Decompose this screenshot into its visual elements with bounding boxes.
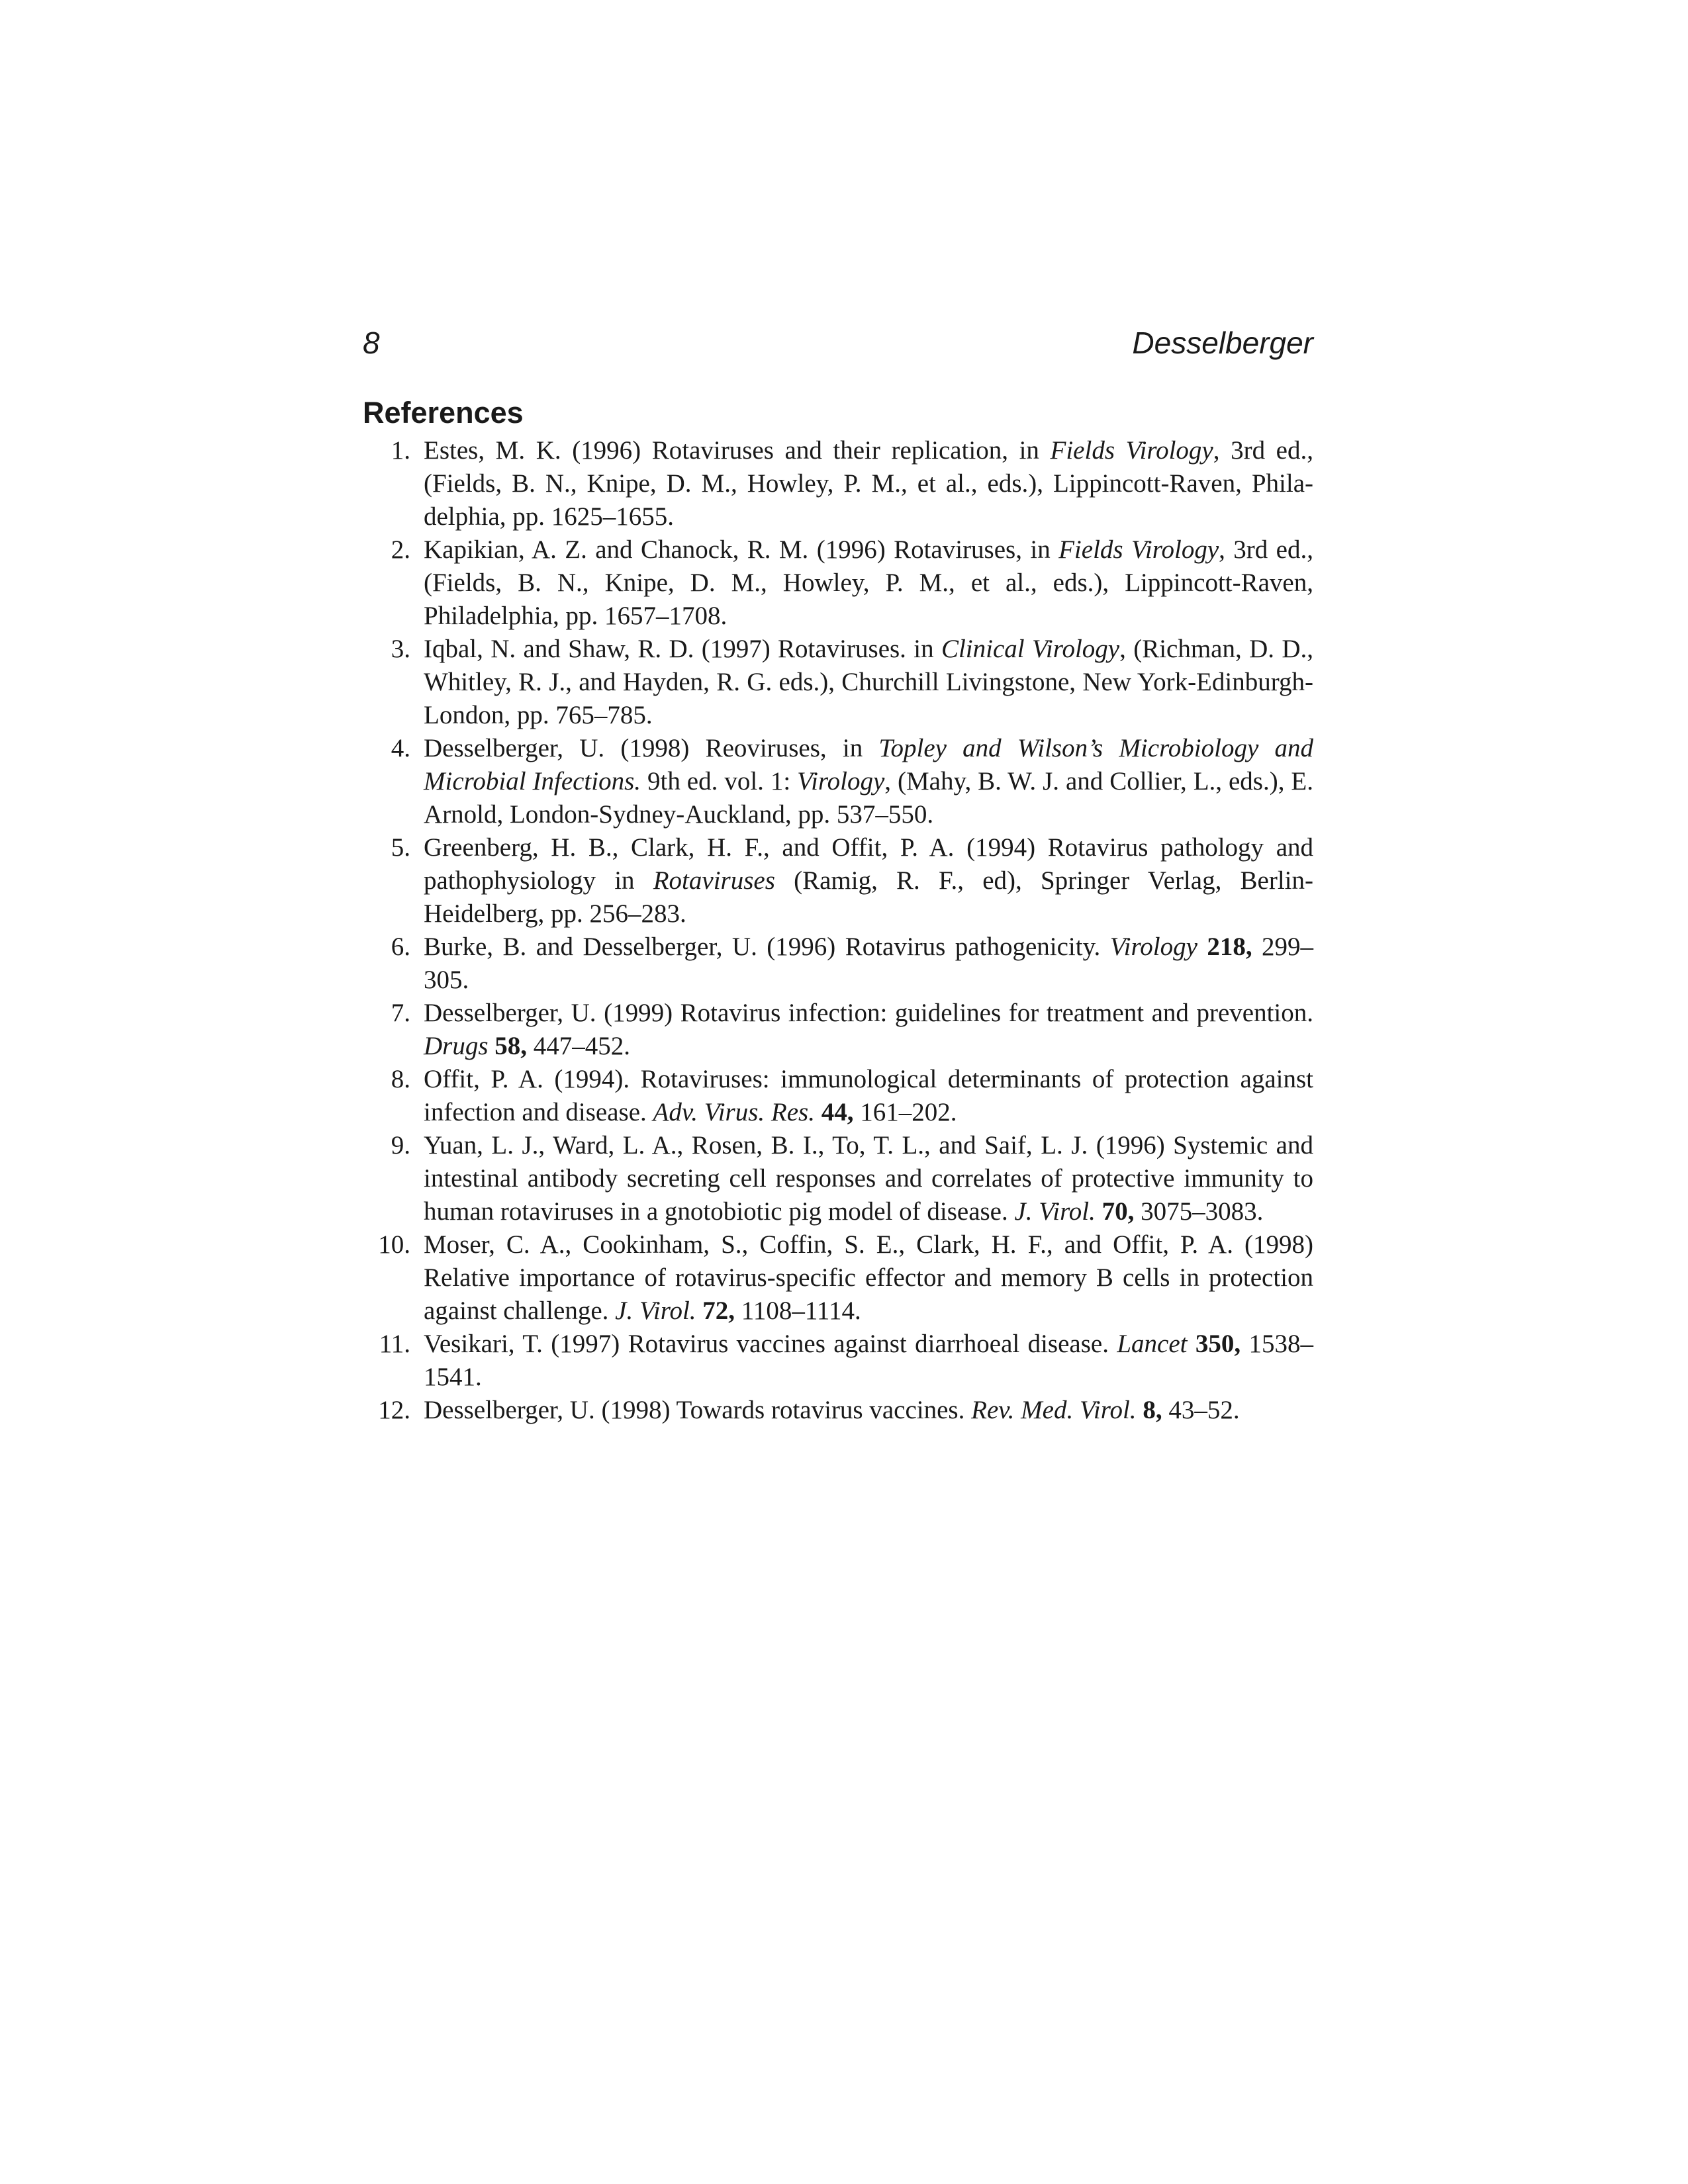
reference-number: 10. [378,1230,410,1259]
reference-text-segment: Desselberger, U. (1999) Rotavirus infection: guidelines for treatment and prevention. [424,999,1313,1027]
reference-item [363,831,1313,931]
reference-item [363,434,1313,533]
reference-list [363,434,1313,1427]
running-head [363,323,1313,363]
reference-volume: 44, [821,1098,854,1126]
reference-text-segment: 299–305. [424,933,1313,994]
reference-item [363,633,1313,732]
reference-italic-text: Clinical Virology [941,635,1120,663]
page-number: 8 [363,326,380,360]
reference-text [424,1228,1313,1328]
reference-number: 1. [391,436,410,465]
running-title: Desselberger [1132,326,1313,360]
reference-text-segment: (Ramig, R. F., ed), Springer Verlag, Berlin-Heidelberg, pp. 256–283. [424,866,1313,928]
reference-text-segment: Desselberger, U. (1998) Reoviruses, in [424,734,879,762]
reference-volume: 70, [1102,1197,1135,1226]
reference-text-segment: 9th ed. vol. 1: [641,767,798,796]
reference-text-segment: Vesikari, T. (1997) Rotavirus vaccines against diarrhoeal disease. [424,1330,1117,1358]
reference-number: 8. [391,1065,410,1093]
reference-item [363,1063,1313,1129]
reference-text [424,1063,1313,1129]
reference-number: 12. [378,1396,410,1424]
reference-text-segment: Offit, P. A. (1994). Rotaviruses: immunological determinants of protection against infection and disease. [424,1065,1313,1126]
reference-text-segment [815,1098,821,1126]
reference-text-segment: 3075–3083. [1134,1197,1264,1226]
reference-italic-text: J. Virol. [615,1297,696,1325]
reference-italic-text: J. Virol. [1014,1197,1096,1226]
reference-italic-text: Fields Virology [1050,436,1213,465]
section-title: References [363,396,524,430]
reference-number: 5. [391,833,410,862]
reference-italic-text: Lancet [1117,1330,1188,1358]
reference-text-segment: Burke, B. and Desselberger, U. (1996) Rotavirus pathogenicity. [424,933,1110,961]
reference-italic-text: Topley and Wilson’s Microbiology and Microbial Infections. [424,734,1313,796]
reference-text-segment [1096,1197,1102,1226]
reference-volume: 72, [702,1297,735,1325]
reference-number: 6. [391,933,410,961]
reference-number: 3. [391,635,410,663]
reference-text-segment [489,1032,495,1060]
reference-text-segment: 447–452. [527,1032,631,1060]
reference-item [363,1228,1313,1328]
reference-text [424,633,1313,732]
reference-italic-text: Rev. Med. Virol. [971,1396,1137,1424]
reference-text-segment: , 3rd ed., (Fields, B. N., Knipe, D. M., Howley, P. M., et al., eds.), Lippincott-Raven, Philadelphia, pp. 1657–1708. [424,535,1313,630]
reference-number: 7. [391,999,410,1027]
reference-text-segment: 1538–1541. [424,1330,1314,1391]
reference-text-segment [1188,1330,1196,1358]
reference-number: 2. [391,535,410,564]
reference-text-segment [1137,1396,1143,1424]
reference-italic-text: Rotaviruses [653,866,775,895]
reference-italic-text: Virology [1109,933,1197,961]
reference-item [363,1394,1313,1427]
reference-text-segment: 1108–1114. [735,1297,861,1325]
reference-volume: 8, [1143,1396,1162,1424]
reference-text [424,931,1313,997]
reference-text-segment: , 3rd ed., (Fields, B. N., Knipe, D. M., Howley, P. M., et al., eds.), Lippincott-Raven, Phila-delphia, pp. 1625–1655. [424,436,1313,531]
reference-text-segment: 43–52. [1162,1396,1240,1424]
reference-text [424,533,1313,633]
reference-text [424,997,1313,1063]
reference-volume: 218, [1207,933,1252,961]
reference-text-segment: Estes, M. K. (1996) Rotaviruses and their replication, in [424,436,1051,465]
reference-item [363,732,1313,831]
reference-number: 11. [379,1330,410,1358]
reference-volume: 350, [1195,1330,1241,1358]
reference-italic-text: Virology [797,767,885,796]
reference-item [363,931,1313,997]
page [363,323,1313,1427]
reference-item [363,1129,1313,1228]
reference-text-segment: Yuan, L. J., Ward, L. A., Rosen, B. I., To, T. L., and Saif, L. J. (1996) Systemic and intestinal antibody secreting cell responses and correlates of protective immunity to human rotaviruses in a gnotobiotic pig model of disease. [424,1131,1313,1226]
reference-text [424,1328,1313,1394]
reference-volume: 58, [494,1032,528,1060]
reference-text-segment: Iqbal, N. and Shaw, R. D. (1997) Rotaviruses. in [424,635,941,663]
reference-text [424,831,1313,931]
reference-text-segment: 161–202. [853,1098,957,1126]
reference-text-segment: , (Richman, D. D., Whitley, R. J., and Hayden, R. G. eds.), Churchill Livingstone, New York-Edinburgh-London, pp. 765–785. [424,635,1314,729]
reference-text-segment: Kapikian, A. Z. and Chanock, R. M. (1996) Rotaviruses, in [424,535,1059,564]
reference-text-segment [1197,933,1207,961]
reference-italic-text: Adv. Virus. Res. [653,1098,815,1126]
reference-italic-text: Drugs [424,1032,489,1060]
reference-text [424,434,1313,533]
reference-text-segment: , (Mahy, B. W. J. and Collier, L., eds.), E. Arnold, London-Sydney-Auckland, pp. 537–550. [424,767,1314,829]
reference-item [363,533,1313,633]
reference-text-segment [696,1297,703,1325]
reference-text-segment: Desselberger, U. (1998) Towards rotavirus vaccines. [424,1396,972,1424]
reference-number: 9. [391,1131,410,1160]
reference-text [424,1129,1313,1228]
reference-text-segment: Greenberg, H. B., Clark, H. F., and Offit, P. A. (1994) Rotavirus pathology and pathophysiology in [424,833,1313,895]
reference-text-segment: Moser, C. A., Cookinham, S., Coffin, S. E., Clark, H. F., and Offit, P. A. (1998) Relative importance of rotavirus-specific effector and memory B cells in protection against challenge. [424,1230,1313,1325]
reference-number: 4. [391,734,410,762]
reference-item [363,997,1313,1063]
reference-text [424,732,1313,831]
reference-text [424,1394,1313,1427]
reference-italic-text: Fields Virology [1058,535,1219,564]
reference-item [363,1328,1313,1394]
